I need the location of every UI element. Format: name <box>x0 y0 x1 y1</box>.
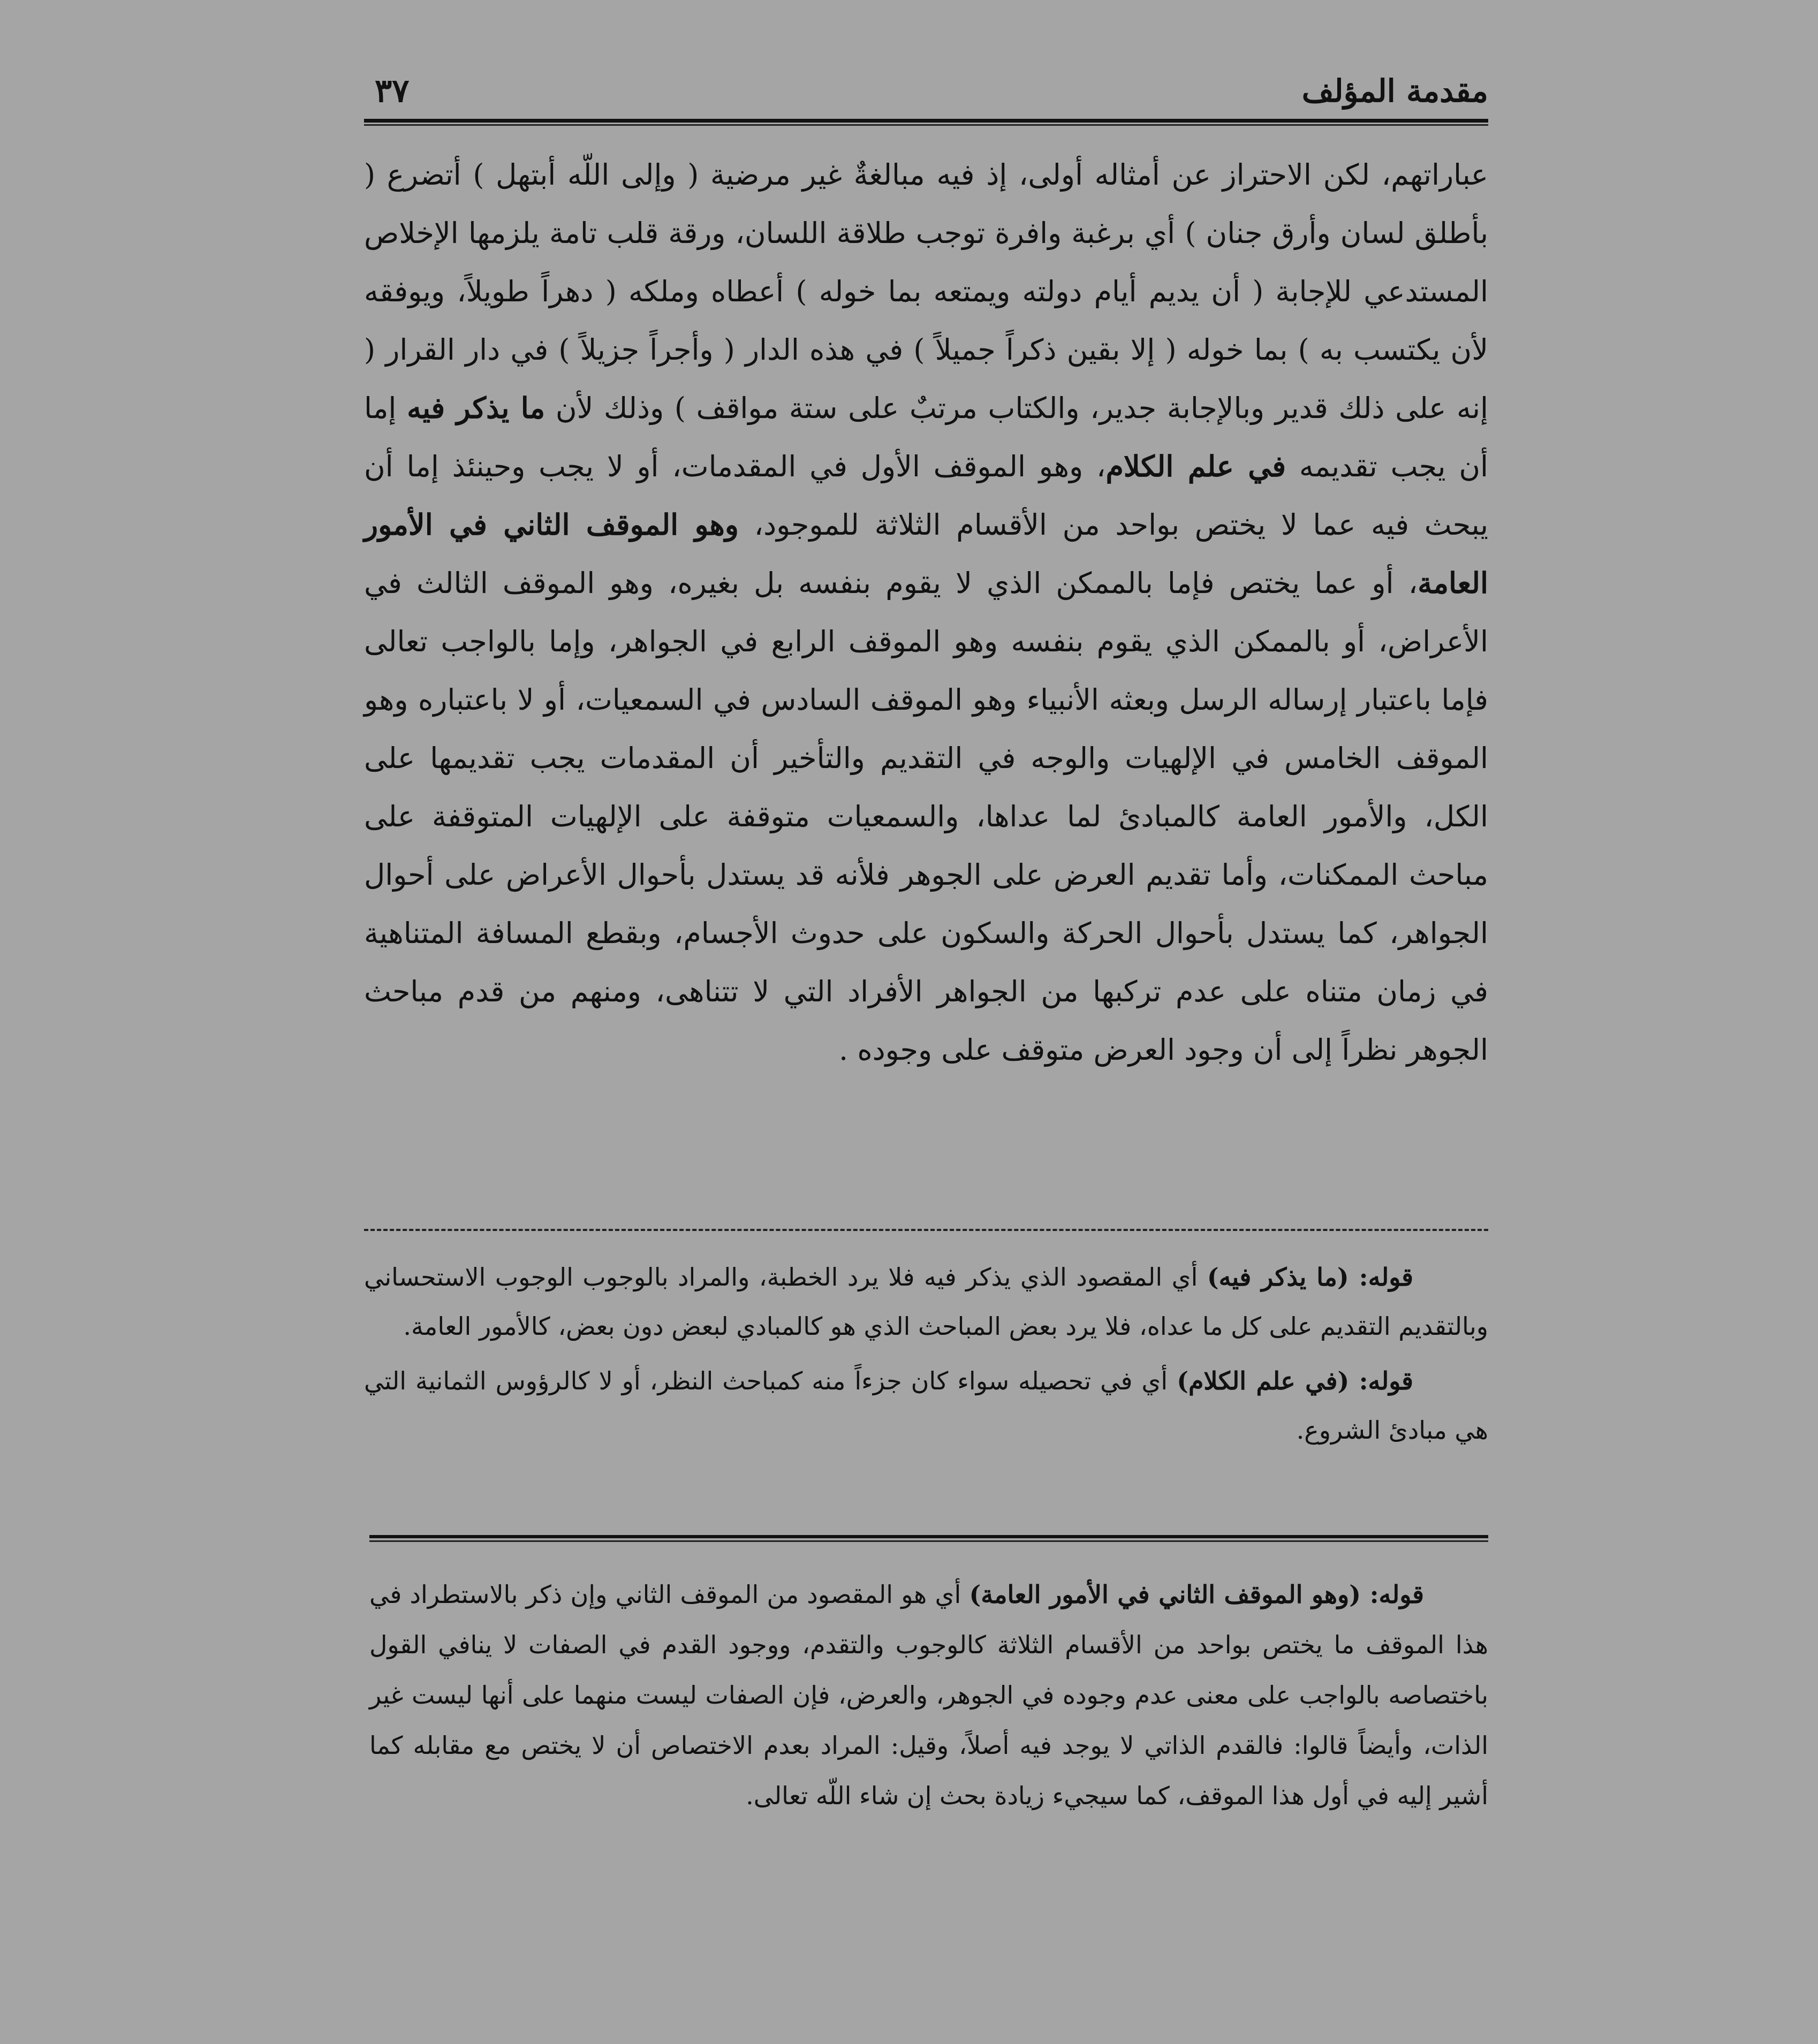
gloss-text: أي المقصود الذي يذكر فيه فلا يرد الخطبة، والمراد بالوجوب الوجوب الاستحساني وبالتقديم التقديم على كل ما عداه، فلا يرد بعض المباحث الذي هو كالمبادي لبعض دون بعض، كالأمور العامة. <box>364 1263 1488 1341</box>
footnote-separator <box>364 1229 1488 1231</box>
header-rule-thin <box>364 124 1488 126</box>
main-text-segment: عباراتهم، لكن الاحتراز عن أمثاله أولى، إذ فيه مبالغةٌ غير مرضية ( وإلى اللّه أبتهل ) أتضرع ( بأطلق لسان وأرق جنان ) أي برغبة وافرة توجب طلاقة اللسان، ورقة قلب تامة يلزمها الإخلاص المستدعي للإجابة ( أن يديم أيام دولته ويمتعه بما خوله ) أعطاه وملكه ( دهراً طويلاً، ويوفقه لأن يكتسب به ) بما خوله ( إلا بقين ذكراً جميلاً ) في هذه الدار ( وأجراً جزيلاً ) في دار القرار ( إنه على ذلك قدير وبالإجابة جدير، والكتاب مرتبٌ على ستة مواقف ) وذلك لأن <box>364 158 1489 425</box>
gloss-entry <box>364 1356 1488 1455</box>
main-paragraph <box>364 146 1488 1079</box>
main-text-segment: ، أو عما يختص فإما بالممكن الذي لا يقوم بنفسه بل بغيره، وهو الموقف الثالث في الأعراض، أو بالممكن الذي يقوم بنفسه وهو الموقف الرابع في الجواهر، وإما بالواجب تعالى فإما باعتبار إرساله الرسل وبعثه الأنبياء وهو الموقف السادس في السمعيات، أو لا باعتباره وهو الموقف الخامس في الإلهيات والوجه في التقديم والتأخير أن المقدمات يجب تقديمها على الكل، والأمور العامة كالمبادئ لما عداها، والسمعيات متوقفة على الإلهيات المتوقفة على مباحث الممكنات، وأما تقديم العرض على الجوهر فلأنه قد يستدل بأحوال الأعراض على أحوال الجواهر، كما يستدل بأحوال الحركة والسكون على حدوث الأجسام، وبقطع المسافة المتناهية في زمان متناه على عدم تركبها من الجواهر الأفراد التي لا تتناهى، ومنهم من قدم مباحث الجوهر نظراً إلى أن وجود العرض متوقف على وجوده . <box>364 566 1488 1067</box>
main-text-bold: وهو الموقف الثاني في الأمور العامة <box>364 507 1488 600</box>
gloss-divider-rule <box>369 1535 1488 1544</box>
main-text-segment: إما أن يجب تقديمه <box>364 391 1488 483</box>
gloss-divider-thick <box>369 1535 1488 1538</box>
running-title: مقدمة المؤلف <box>1301 73 1488 109</box>
header-rule <box>364 119 1488 126</box>
main-text-segment: ، وهو الموقف الأول في المقدمات، أو لا يجب وحينئذ إما أن يبحث فيه عما لا يختص بواحد من الأقسام الثلاثة للموجود، <box>364 450 1488 542</box>
main-text-bold: ما يذكر فيه <box>407 391 546 425</box>
gloss-text: أي في تحصيله سواء كان جزءاً منه كمباحث النظر، أو لا كالرؤوس الثمانية التي هي مبادئ الشروع. <box>364 1366 1488 1445</box>
page-number: ٣٧ <box>375 72 410 110</box>
gloss-lower <box>369 1569 1488 1821</box>
gloss-lead: قوله: (ما يذكر فيه) <box>1207 1263 1413 1291</box>
gloss-text: أي هو المقصود من الموقف الثاني وإن ذكر بالاستطراد في هذا الموقف ما يختص بواحد من الأقسام الثلاثة كالوجوب والتقدم، ووجود القدم في الصفات لا ينافي القول باختصاصه بالواجب على معنى عدم وجوده في الجوهر، والعرض، فإن الصفات ليست منهما على أنها ليست غير الذات، وأيضاً قالوا: فالقدم الذاتي لا يوجد فيه أصلاً، وقيل: المراد بعدم الاختصاص أن لا يختص مع مقابله كما أشير إليه في أول هذا الموقف، كما سيجيء زيادة بحث إن شاء اللّه تعالى. <box>369 1580 1488 1810</box>
gloss-entry <box>364 1252 1488 1351</box>
gloss-upper <box>364 1252 1488 1460</box>
running-head <box>364 64 1488 118</box>
gloss-divider-thin <box>369 1540 1488 1542</box>
main-text-bold: في علم الكلام <box>1105 449 1286 483</box>
header-rule-thick <box>364 119 1488 123</box>
gloss-entry <box>369 1569 1488 1821</box>
gloss-lead: قوله: (وهو الموقف الثاني في الأمور العامة) <box>969 1580 1424 1609</box>
book-page <box>364 0 1488 2044</box>
gloss-lead: قوله: (في علم الكلام) <box>1177 1366 1413 1395</box>
main-text <box>364 146 1488 1079</box>
